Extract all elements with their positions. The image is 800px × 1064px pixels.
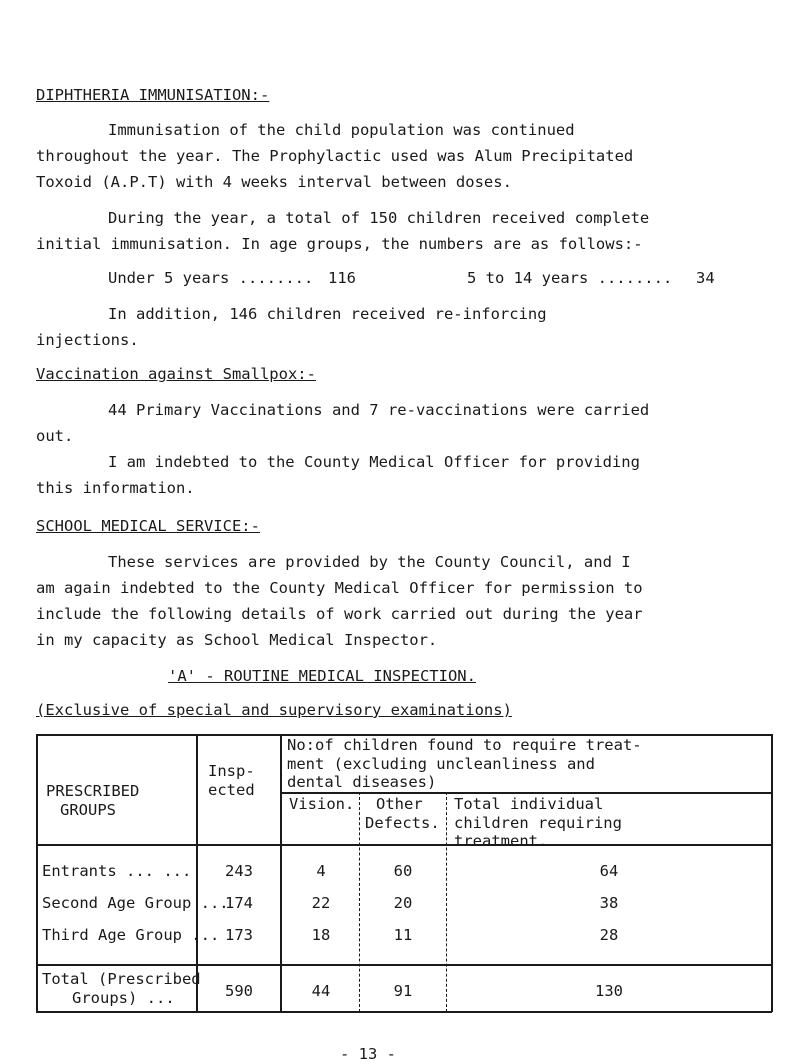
table-rule (36, 734, 38, 1012)
table-row-other: 60 (393, 862, 413, 880)
header-span: ment (excluding uncleanliness and (287, 755, 595, 773)
header-groups: PRESCRIBED (46, 782, 140, 800)
total-row-vision: 44 (311, 982, 331, 1000)
table-row-inspected: 173 (225, 926, 253, 944)
section-heading-routine: 'A' - ROUTINE MEDICAL INSPECTION. (168, 667, 476, 685)
header-span: No:of children found to require treat- (287, 736, 642, 754)
inspection-table (36, 734, 772, 1014)
table-row-vision: 18 (311, 926, 331, 944)
paragraph-line: throughout the year. The Prophylactic used was Alum Precipitated (36, 147, 634, 165)
total-row-label: Total (Prescribed (42, 970, 201, 988)
routine-subheading: (Exclusive of special and supervisory examinations) (36, 701, 512, 719)
paragraph-line: this information. (36, 479, 195, 497)
header-groups: GROUPS (60, 801, 116, 819)
table-rule (36, 1011, 772, 1013)
age-under5-value: 116 (328, 269, 356, 287)
page-number: - 13 - (340, 1045, 396, 1063)
table-row-total: 64 (599, 862, 619, 880)
header-other-defects: Defects. (365, 814, 440, 832)
paragraph-line: initial immunisation. In age groups, the numbers are as follows:- (36, 235, 643, 253)
age-5to14-value: 34 (696, 269, 715, 287)
table-row-total: 38 (599, 894, 619, 912)
paragraph-line: I am indebted to the County Medical Officer for providing (108, 453, 640, 471)
table-row-other: 20 (393, 894, 413, 912)
table-row-inspected: 243 (225, 862, 253, 880)
header-total-individual: Total individual (454, 795, 604, 813)
paragraph-line: injections. (36, 331, 139, 349)
total-row-other: 91 (393, 982, 413, 1000)
table-rule (282, 792, 772, 794)
table-rule (36, 964, 772, 966)
header-inspected: ected (208, 781, 255, 799)
table-row-vision: 22 (311, 894, 331, 912)
paragraph-line: Toxoid (A.P.T) with 4 weeks interval between doses. (36, 173, 512, 191)
table-rule (771, 734, 773, 1012)
age-under5-label: Under 5 years ........ (108, 269, 314, 287)
paragraph-line: Immunisation of the child population was continued (108, 121, 575, 139)
paragraph-line: These services are provided by the County Council, and I (108, 553, 631, 571)
total-row-label: Groups) ... (72, 989, 175, 1007)
table-row-group: Third Age Group ... (42, 926, 220, 944)
header-inspected: Insp- (208, 762, 255, 780)
paragraph-line: include the following details of work carried out during the year (36, 605, 643, 623)
table-row-group: Second Age Group ... (42, 894, 229, 912)
paragraph-line: During the year, a total of 150 children received complete (108, 209, 650, 227)
paragraph-line: In addition, 146 children received re-inforcing (108, 305, 547, 323)
total-row-inspected: 590 (225, 982, 253, 1000)
table-row-vision: 4 (316, 862, 326, 880)
table-row-other: 11 (393, 926, 413, 944)
table-row-inspected: 174 (225, 894, 253, 912)
total-row-total: 130 (595, 982, 623, 1000)
paragraph-line: am again indebted to the County Medical Officer for permission to (36, 579, 643, 597)
header-span: dental diseases) (287, 773, 437, 791)
header-total-individual: treatment. (454, 832, 548, 850)
table-row-group: Entrants ... ... (42, 862, 192, 880)
section-heading-diphtheria: DIPHTHERIA IMMUNISATION:- (36, 86, 270, 104)
paragraph-line: 44 Primary Vaccinations and 7 re-vaccinations were carried (108, 401, 650, 419)
age-5to14-label: 5 to 14 years ........ (467, 269, 673, 287)
paragraph-line: out. (36, 427, 74, 445)
section-heading-vaccination: Vaccination against Smallpox:- (36, 365, 316, 383)
header-total-individual: children requiring (454, 814, 622, 832)
paragraph-line: in my capacity as School Medical Inspector. (36, 631, 438, 649)
table-rule (36, 844, 772, 846)
header-other-defects: Other (376, 795, 423, 813)
section-heading-school: SCHOOL MEDICAL SERVICE:- (36, 517, 260, 535)
header-vision: Vision. (289, 795, 355, 813)
table-row-total: 28 (599, 926, 619, 944)
